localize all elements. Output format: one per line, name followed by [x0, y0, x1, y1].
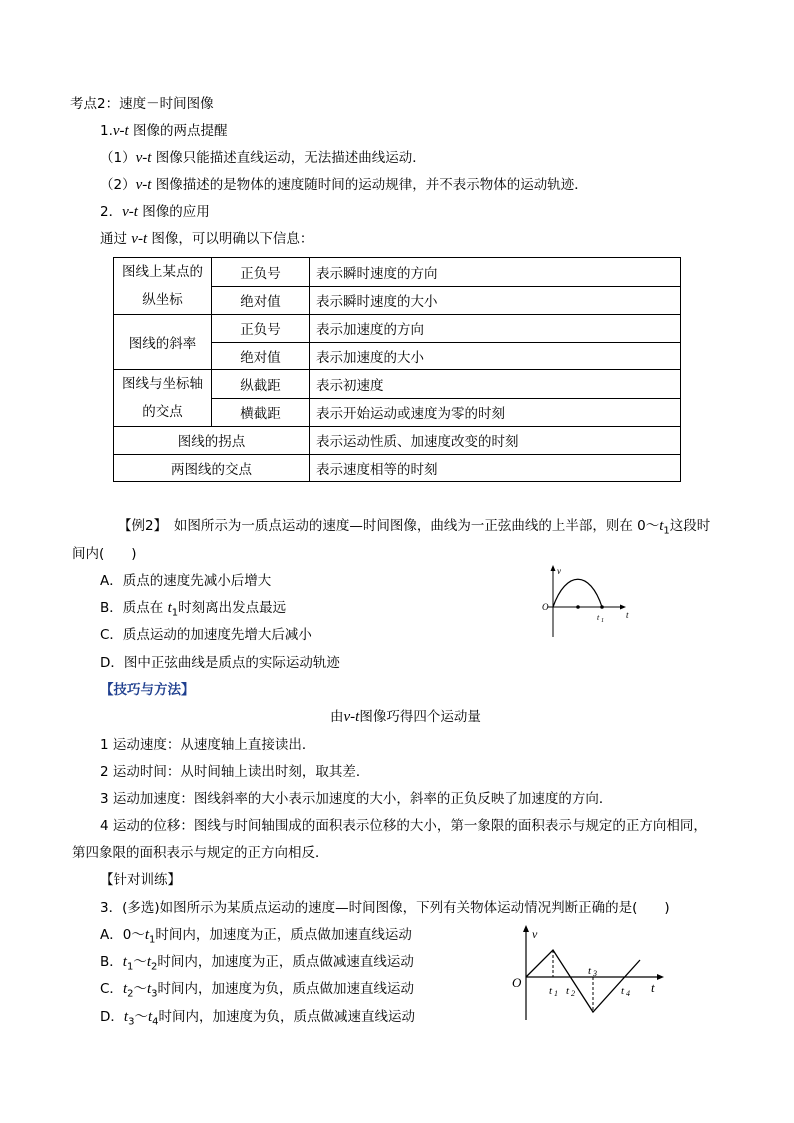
option-b: [100, 599, 286, 623]
q3-c-pre: C．: [100, 981, 123, 997]
desc-cell: 表示运动性质、加速度改变的时刻: [310, 427, 681, 455]
t1-label-sub: 1: [554, 989, 558, 998]
q3-option-d: [100, 1008, 415, 1032]
skills-center-title: [330, 708, 481, 726]
heading-2-num: 2．: [100, 204, 123, 220]
q3-b-s1: 1: [126, 961, 134, 973]
sub-cell: 正负号: [212, 258, 310, 287]
desc-cell: 表示瞬时速度的方向: [310, 258, 681, 287]
skills-line-3: 3 运动加速度：图线斜率的大小表示加速度的大小，斜率的正负反映了加速度的方向．: [100, 791, 613, 807]
intro-line: [100, 230, 313, 248]
skills-line-2: 2 运动时间：从时间轴上读出时刻，取其差．: [100, 764, 370, 780]
point-2-text: 图像描述的是物体的速度随时间的运动规律，并不表示物体的运动轨迹．: [155, 177, 588, 193]
table-row: [114, 258, 681, 287]
desc-cell: 表示速度相等的时刻: [310, 454, 681, 482]
intro-post: 图像，可以明确以下信息：: [151, 231, 314, 247]
point-1-text: 图像只能描述直线运动，无法描述曲线运动．: [155, 150, 426, 166]
table-row: [114, 315, 681, 343]
v-axis-arrow: [523, 925, 529, 932]
sub-cell: 纵截距: [212, 370, 310, 399]
group-cell: 图线的斜率: [114, 315, 212, 370]
example-2-sub: 1: [663, 525, 670, 537]
q3-b-t2: t: [146, 954, 151, 970]
info-table: [113, 257, 681, 482]
v-axis-arrow: [551, 565, 556, 571]
desc-cell: 表示加速度的方向: [310, 315, 681, 343]
point-1-num: （1）: [100, 150, 136, 166]
q3-d-s2: 4: [152, 1016, 159, 1028]
velocity-line: [526, 950, 640, 1012]
example-2-stem-line2: 间内( ): [72, 546, 137, 562]
point-1: [100, 149, 426, 167]
point-2-vt: v-t: [135, 177, 152, 193]
option-c: C．质点运动的加速度先增大后减小: [100, 627, 312, 643]
t1-label: t: [597, 613, 600, 622]
origin-label: O: [542, 602, 549, 612]
table-row: [114, 370, 681, 399]
group-cell: 图线与坐标轴的交点: [114, 370, 212, 427]
mid-point: [576, 605, 580, 609]
option-b-t: t: [167, 600, 172, 616]
t1-label-sub: 1: [601, 618, 604, 624]
t4-label-sub: 4: [626, 989, 630, 998]
desc-cell: 表示开始运动或速度为零的时刻: [310, 398, 681, 427]
label-cell: 图线的拐点: [114, 427, 310, 455]
v-axis-label: v: [557, 566, 561, 576]
label-cell: 两图线的交点: [114, 454, 310, 482]
sub-cell: 绝对值: [212, 286, 310, 315]
desc-cell: 表示瞬时速度的大小: [310, 286, 681, 315]
group-cell: 图线上某点的纵坐标: [114, 258, 212, 315]
heading-1-vt: v-t: [112, 123, 129, 139]
q3-d-tilde: ～: [134, 1009, 148, 1025]
table-row: [114, 427, 681, 455]
skills-center-vt: v-t: [343, 709, 360, 725]
q3-c-post: 时间内，加速度为负，质点做加速直线运动: [157, 981, 415, 997]
sub-cell: 正负号: [212, 315, 310, 343]
t3-label-sub: 3: [593, 969, 597, 978]
heading-1: [100, 122, 228, 140]
t3-label: t: [588, 965, 592, 977]
origin-label: O: [512, 975, 522, 990]
training-title: 【针对训练】: [100, 872, 181, 888]
q3-c-s2: 3: [151, 988, 158, 1000]
option-b-sub: 1: [171, 607, 179, 619]
q3-b-pre: B．: [100, 954, 123, 970]
table-row: [114, 454, 681, 482]
sub-cell: 横截距: [212, 398, 310, 427]
q3-d-pre: D．: [100, 1009, 124, 1025]
t-axis-arrow: [620, 605, 626, 610]
heading-1-text: 图像的两点提醒: [133, 123, 228, 139]
example-2-stem: [118, 517, 710, 541]
option-b-pre: B．质点在: [100, 600, 168, 616]
q3-d-post: 时间内，加速度为负，质点做减速直线运动: [158, 1009, 415, 1025]
skills-line-1: 1 运动速度：从速度轴上直接读出．: [100, 737, 316, 753]
skills-center-pre: 由: [330, 709, 344, 725]
question-3: 3．(多选)如图所示为某质点运动的速度—时间图像，下列有关物体运动情况判断正确的是( ): [100, 900, 670, 916]
point-1-vt: v-t: [135, 150, 152, 166]
skills-title: 【技巧与方法】: [100, 682, 195, 698]
heading-1-num: 1.: [100, 123, 113, 139]
q3-a-post: 时间内，加速度为正，质点做加速直线运动: [155, 927, 412, 943]
q3-a-t: t: [144, 927, 149, 943]
t4-label: t: [621, 985, 625, 997]
t-axis-label: t: [651, 980, 655, 995]
option-a: A．质点的速度先减小后增大: [100, 573, 272, 589]
option-b-post: 时刻离出发点最远: [178, 600, 287, 616]
example-2-t: t: [659, 518, 664, 534]
v-axis-label: v: [532, 927, 538, 941]
q3-d-t1: t: [123, 1009, 129, 1025]
q3-option-b: [100, 953, 414, 977]
desc-cell: 表示初速度: [310, 370, 681, 399]
q3-option-c: [100, 980, 414, 1004]
example-2-text2: 这段时: [669, 518, 711, 534]
skills-line-4b: 第四象限的面积表示与规定的正方向相反．: [72, 845, 329, 861]
sub-cell: 绝对值: [212, 342, 310, 370]
q3-d-s1: 3: [128, 1016, 135, 1028]
intro-vt: v-t: [131, 231, 148, 247]
skills-line-4a: 4 运动的位移：图线与时间轴围成的面积表示位移的大小，第一象限的面积表示与规定的正方向相同，: [100, 818, 707, 834]
q3-c-t2: t: [146, 981, 152, 997]
heading-2-text: 图像的应用: [142, 204, 210, 220]
intro-pre: 通过: [100, 231, 127, 247]
q3-a-s1: 1: [149, 934, 156, 946]
t-axis-arrow: [657, 974, 664, 980]
sine-curve: [553, 579, 602, 607]
t1-label: t: [549, 985, 553, 997]
point-2: [100, 176, 588, 194]
option-d: D．图中正弦曲线是质点的实际运动轨迹: [100, 655, 340, 671]
q3-option-a: [100, 926, 412, 950]
q3-c-t1: t: [122, 981, 128, 997]
heading-2-vt: v-t: [122, 204, 138, 220]
heading-2: [100, 203, 210, 221]
question-3-vt-graph: [508, 922, 668, 1022]
q3-c-s1: 2: [127, 988, 134, 1000]
skills-center-post: 图像巧得四个运动量: [359, 709, 481, 725]
end-point: [600, 605, 604, 609]
desc-cell: 表示加速度的大小: [310, 342, 681, 370]
q3-c-tilde: ～: [133, 981, 147, 997]
example-2-tag: 【例2】: [118, 518, 161, 534]
q3-b-t1: t: [122, 954, 127, 970]
q3-b-s2: 2: [150, 961, 158, 973]
t-axis-label: t: [626, 610, 629, 620]
section-title: 考点2：速度－时间图像: [70, 96, 214, 112]
q3-b-post: 时间内，加速度为正，质点做减速直线运动: [157, 954, 414, 970]
t2-label: t: [566, 985, 570, 997]
t2-label-sub: 2: [571, 989, 575, 998]
q3-d-t2: t: [147, 1009, 153, 1025]
example-2-text1: 如图所示为一质点运动的速度—时间图像，曲线为一正弦曲线的上半部，则在 0～: [173, 518, 660, 534]
q3-b-tilde: ～: [133, 954, 147, 970]
q3-a-pre: A．0～: [100, 927, 145, 943]
point-2-num: （2）: [100, 177, 136, 193]
example-2-vt-graph: [538, 562, 638, 640]
